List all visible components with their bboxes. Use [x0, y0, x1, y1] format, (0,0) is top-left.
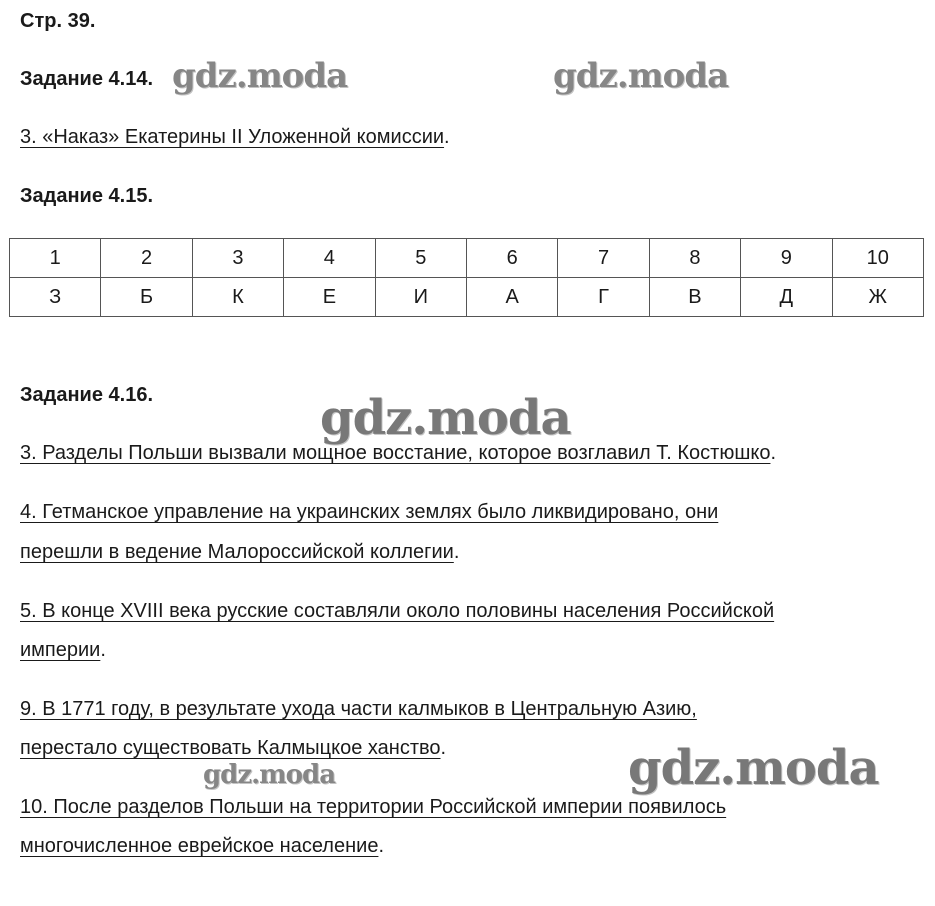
table-cell: Е: [284, 278, 375, 317]
table-cell: 5: [375, 239, 466, 278]
answer-line-text: 3. Разделы Польши вызвали мощное восстание, которое возглавил Т. Костюшко: [20, 442, 771, 464]
task-4-16-line: многочисленное еврейское население.: [20, 835, 384, 857]
answer-table: [9, 238, 924, 317]
task-4-16-line: империи.: [20, 639, 106, 661]
table-cell: Ж: [832, 278, 923, 317]
answer-line-text: 10. После разделов Польши на территории Российской империи появилось: [20, 796, 727, 818]
task-4-16-line: перестало существовать Калмыцкое ханство.: [20, 737, 447, 759]
watermark: gdz.moda: [172, 56, 348, 96]
table-cell: 7: [558, 239, 649, 278]
task-4-16-line: перешли в ведение Малороссийской коллегии.: [20, 541, 460, 563]
page-title: Стр. 39.: [20, 10, 96, 32]
answer-line-text: 5. В конце XVIII века русские составляли около половины населения Российской: [20, 600, 775, 622]
table-cell: 1: [10, 239, 101, 278]
answer-line-text: перешли в ведение Малороссийской коллегии: [20, 541, 454, 563]
answer-line-text: 4. Гетманское управление на украинских землях было ликвидировано, они: [20, 501, 719, 523]
table-cell: В: [649, 278, 740, 317]
task-4-16-line: [20, 501, 718, 524]
watermark: gdz.moda: [320, 390, 571, 446]
task-4-16-heading: Задание 4.16.: [20, 384, 154, 406]
table-cell: 2: [101, 239, 192, 278]
table-cell: 4: [284, 239, 375, 278]
table-cell: 10: [832, 239, 923, 278]
answer-line-text: 9. В 1771 году, в результате ухода части калмыков в Центральную Азию,: [20, 698, 697, 720]
table-row-numbers: [10, 239, 924, 278]
table-cell: З: [10, 278, 101, 317]
table-cell: Б: [101, 278, 192, 317]
table-cell: 3: [192, 239, 283, 278]
table-cell: И: [375, 278, 466, 317]
watermark: gdz.moda: [628, 740, 879, 796]
table-cell: 8: [649, 239, 740, 278]
answer-line-text: империи: [20, 639, 101, 661]
task-4-16-line: [20, 698, 697, 721]
table-cell: А: [466, 278, 557, 317]
task-4-15-heading: Задание 4.15.: [20, 185, 154, 207]
task-4-16-line: [20, 600, 774, 623]
task-4-14-heading: Задание 4.14.: [20, 68, 154, 90]
task-4-16-line: 3. Разделы Польши вызвали мощное восстание, которое возглавил Т. Костюшко.: [20, 442, 777, 464]
table-cell: Г: [558, 278, 649, 317]
table-cell: 9: [741, 239, 832, 278]
watermark: gdz.moda: [203, 760, 336, 790]
table-cell: 6: [466, 239, 557, 278]
task-4-14-answer-text: 3. «Наказ» Екатерины II Уложенной комиссии: [20, 126, 445, 148]
task-4-16-line: [20, 796, 726, 819]
watermark: gdz.moda: [553, 56, 729, 96]
table-row-letters: [10, 278, 924, 317]
task-4-14-answer: 3. «Наказ» Екатерины II Уложенной комиссии.: [20, 126, 450, 148]
answer-line-text: многочисленное еврейское население: [20, 835, 379, 857]
table-cell: К: [192, 278, 283, 317]
answer-line-text: перестало существовать Калмыцкое ханство: [20, 737, 441, 759]
table-cell: Д: [741, 278, 832, 317]
